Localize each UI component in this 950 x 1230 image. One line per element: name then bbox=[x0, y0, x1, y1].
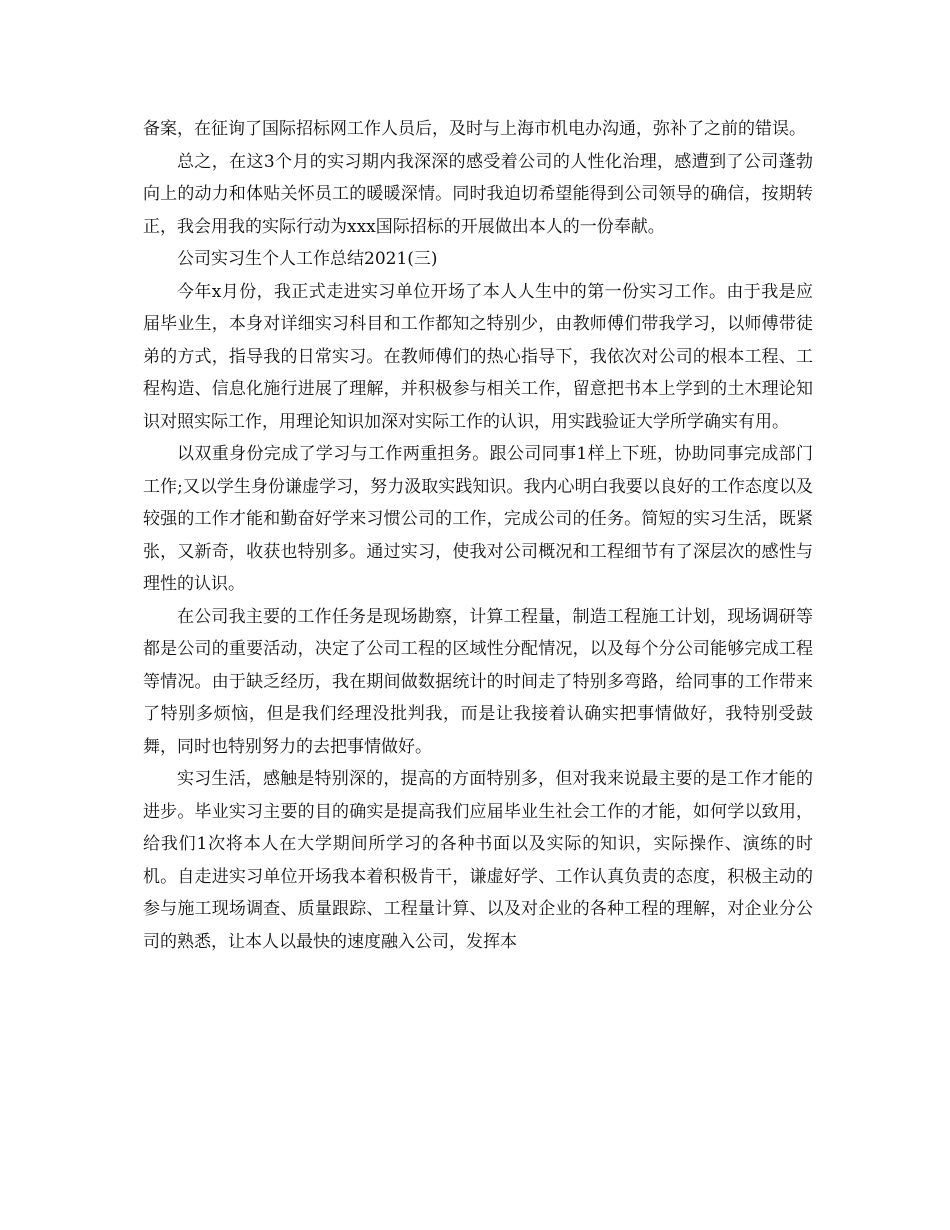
paragraph-5: 在公司我主要的工作任务是现场勘察，计算工程量，制造工程施工计划，现场调研等都是公司的重要活动，决定了公司工程的区域性分配情况，以及每个分公司能够完成工程等情况。由于缺乏经历，我在期间做数据统计的时间走了特别多弯路，给同事的工作带来了特别多烦恼，但是我们经理没批判我，而是让我接着认确实把事情做好，我特别受鼓舞，同时也特别努力的去把事情做好。 bbox=[143, 606, 813, 757]
section-heading: 公司实习生个人工作总结2021(三) bbox=[177, 249, 438, 269]
paragraph-2: 总之，在这3个月的实习期内我深深的感受着公司的人性化治理，感遭到了公司蓬勃向上的动力和体贴关怀员工的暖暖深情。同时我迫切希望能得到公司领导的确信，按期转正，我会用我的实际行动为xxx国际招标的开展做出本人的一份奉献。 bbox=[143, 151, 813, 237]
paragraph-3: 今年x月份，我正式走进实习单位开场了本人人生中的第一份实习工作。由于我是应届毕业生，本身对详细实习科目和工作都知之特别少，由教师傅们带我学习，以师傅带徒弟的方式，指导我的日常实习。在教师傅们的热心指导下，我依次对公司的根本工程、工程构造、信息化施行进展了理解，并积极参与相关工作，留意把书本上学到的土木理论知识对照实际工作，用理论知识加深对实际工作的认识，用实践验证大学所学确实有用。 bbox=[143, 281, 813, 432]
paragraph-6: 实习生活，感触是特别深的，提高的方面特别多，但对我来说最主要的是工作才能的进步。毕业实习主要的目的确实是提高我们应届毕业生社会工作的才能，如何学以致用，给我们1次将本人在大学期间所学习的各种书面以及实际的知识，实际操作、演练的时机。自走进实习单位开场我本着积极肯干，谦虚好学、工作认真负责的态度，积极主动的参与施工现场调查、质量跟踪、工程量计算、以及对企业的各种工程的理解，对企业分公司的熟悉，让本人以最快的速度融入公司，发挥本 bbox=[143, 769, 813, 952]
paragraph-4: 以双重身份完成了学习与工作两重担务。跟公司同事1样上下班，协助同事完成部门工作;又以学生身份谦虚学习，努力汲取实践知识。我内心明白我要以良好的工作态度以及较强的工作才能和勤奋好学来习惯公司的工作，完成公司的任务。简短的实习生活，既紧张，又新奇，收获也特别多。通过实习，使我对公司概况和工程细节有了深层次的感性与理性的认识。 bbox=[143, 444, 813, 594]
paragraph-1: 备案，在征询了国际招标网工作人员后，及时与上海市机电办沟通，弥补了之前的错误。 bbox=[143, 119, 806, 139]
document-body bbox=[143, 113, 813, 958]
